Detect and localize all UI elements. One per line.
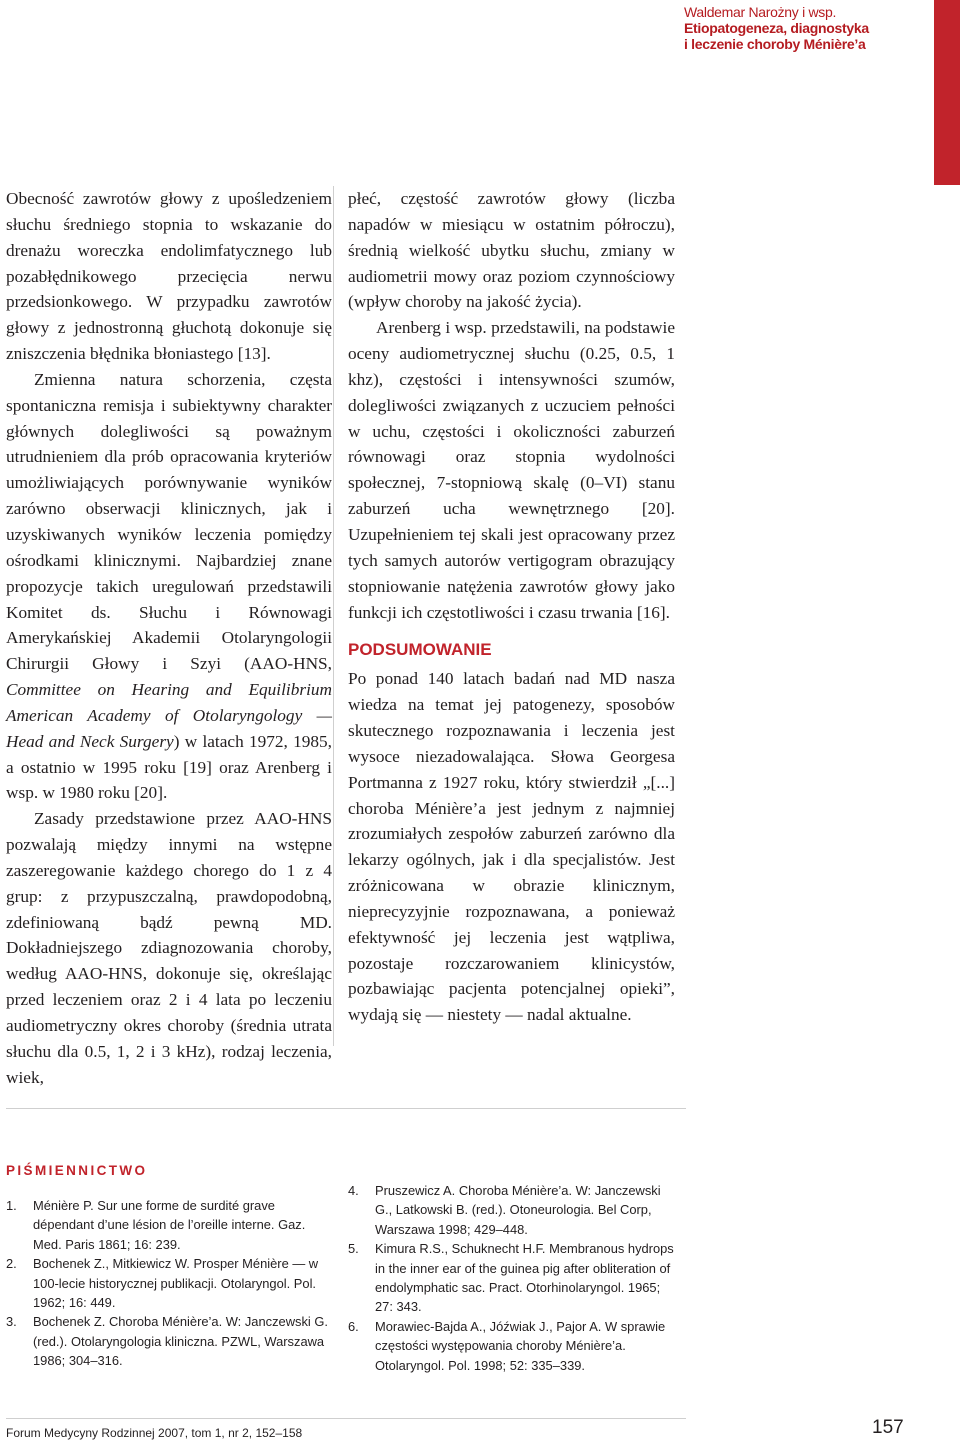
page-number: 157 — [872, 1417, 904, 1438]
reference-number: 6. — [348, 1318, 359, 1334]
section-divider — [6, 1108, 686, 1109]
running-header — [684, 4, 924, 52]
references-list-right — [348, 1181, 676, 1375]
paragraph: Po ponad 140 latach badań nad MD nasza wiedza na temat jej patogenezy, sposobów skutecznego rozpoznawania i leczenia jest wysoce niezadowalająca. Słowa Georgesa Portmanna z 1927 roku, który stwierdził „[...] choroba Ménière’a jest jednym z najmniej zrozumiałych zespołów zaburzeń zarówno dla lekarzy ogólnych, jak i dla specjalistów. Jest zróżnicowana w obrazie klinicznym, nieprecyzyjnie rozpoznawana, a ponieważ efektywność jej leczenia jest wątpliwa, pozostaje rozczarowaniem klinicystów, pozbawiając pacjenta potencjalnej opieki”, wydają się — niestety — nadal aktualne. — [348, 669, 675, 1025]
right-column — [348, 186, 675, 1028]
reference-item — [348, 1181, 676, 1239]
reference-text: Kimura R.S., Schuknecht H.F. Membranous hydrops in the inner ear of the guinea pig after obliteration of endolymphatic sac. Pract. Otorhinolaryngol. 1965; 27: 343. — [375, 1241, 674, 1315]
reference-item — [348, 1317, 676, 1375]
reference-number: 3. — [6, 1314, 17, 1330]
reference-text: Bochenek Z. Choroba Ménière’a. W: Janczewski G. (red.). Otolaryngologia kliniczna. PZWL, Warszawa 1986; 304–316. — [33, 1314, 328, 1369]
paragraph: Zasady przedstawione przez AAO-HNS pozwalają między innymi na wstępne zaszeregowanie każdego chorego do 1 z 4 grup: z przypuszczalną, prawdopodobną, zdefiniowaną bądź pewną MD. Dokładniejszego zdiagnozowania choroby, według AAO-HNS, dokonuje się, określając przed leczeniem oraz 2 i 4 lata po leczeniu audiometryczny okres choroby (średnia utrata słuchu dla 0.5, 1, 2 i 3 kHz), rodzaj leczenia, wiek, — [6, 809, 332, 1087]
section-heading: PODSUMOWANIE — [348, 640, 492, 660]
reference-number: 1. — [6, 1198, 17, 1213]
column-divider — [333, 186, 334, 1046]
reference-number: 5. — [348, 1241, 359, 1257]
references-list-left — [6, 1196, 331, 1371]
reference-number: 4. — [348, 1183, 359, 1198]
reference-item — [348, 1239, 676, 1317]
reference-item — [6, 1254, 331, 1312]
reference-text: Bochenek Z., Mitkiewicz W. Prosper Ménière — w 100-lecie historycznej publikacji. Otolaryngol. Pol. 1962; 16: 449. — [33, 1256, 319, 1311]
header-title-line1: Etiopatogeneza, diagnostyka — [684, 20, 869, 36]
paragraph: Arenberg i wsp. przedstawili, na podstawie oceny audiometrycznej słuchu (0.25, 0.5, 1 khz), częstości i intensywności szumów, dolegliwości związanych z uczuciem pełności w uchu, częstości i okoliczności zaburzeń równowagi oraz stopnia wydolności społecznej, 7-stopniową skalę (0–VI) stanu zaburzeń ucha wewnętrznego [20]. Uzupełnieniem tej skali jest opracowany przez tych samych autorów vertigogram obrazujący stopniowanie natężenia zawrotów głowy jako funkcji ich częstotliwości i czasu trwania [16]. — [348, 318, 675, 622]
references-title: PIŚMIENNICTWO — [6, 1163, 148, 1178]
header-authors: Waldemar Narożny i wsp. — [684, 4, 837, 20]
reference-text: Pruszewicz A. Choroba Ménière’a. W: Janczewski G., Latkowski B. (red.). Otoneurologia. Bel Corp, Warszawa 1998; 429–448. — [375, 1183, 661, 1237]
committee-name-italic: Committee on Hearing and Equilibrium American Academy of Otolaryngology — Head and Neck Surgery — [6, 680, 332, 751]
red-edge-tab — [934, 0, 960, 185]
reference-item — [6, 1312, 331, 1370]
reference-text: Morawiec-Bajda A., Jóźwiak J., Pajor A. W sprawie częstości występowania choroby Ménière’a. Otolaryngol. Pol. 1998; 52: 335–339. — [375, 1318, 666, 1373]
left-column — [6, 186, 332, 1091]
footer-divider — [6, 1418, 686, 1419]
paragraph: Obecność zawrotów głowy z upośledzeniem słuchu średniego stopnia to wskazanie do drenażu woreczka endolimfatycznego lub pozabłędnikowego przecięcia nerwu przedsionkowego. W przypadku zawrotów głowy z jednostronną głuchotą dokonuje się zniszczenia błędnika błoniastego [13]. — [6, 189, 332, 364]
reference-item — [6, 1196, 331, 1254]
reference-text: Ménière P. Sur une forme de surdité grave dépendant d’une lésion de l’oreille interne. Gaz. Med. Paris 1861; 16: 239. — [33, 1198, 306, 1252]
paragraph-text: ) w latach 1972, 1985, a ostatnio w 1995 roku [19] oraz Arenberg i wsp. w 1980 roku [20]. — [6, 731, 332, 803]
paragraph: płeć, częstość zawrotów głowy (liczba napadów w miesiącu w ostatnim półroczu), średnią wielkość ubytku słuchu, zmiany w audiometrii mowy oraz poziom czynnościowy (wpływ choroby na jakość życia). — [348, 189, 675, 312]
header-title-line2: i leczenie choroby Ménière’a — [684, 36, 866, 52]
paragraph — [6, 367, 332, 806]
paragraph-text: Zmienna natura schorzenia, częsta spontaniczna remisja i subiektywny charakter głównych dolegliwości są poważnym utrudnieniem dla prób opracowania kryteriów umożliwiających porównywanie wyników zarówno obserwacji klinicznych, jak i uzyskiwanych wyników leczenia pomiędzy ośrodkami klinicznymi. Najbardziej znane propozycje takich uregulowań przedstawili Komitet ds. Słuchu i Równowagi Amerykańskiej Akademii Otolaryngologii Chirurgii Głowy i Szyi (AAO-HNS, — [6, 369, 332, 674]
journal-citation: Forum Medycyny Rodzinnej 2007, tom 1, nr 2, 152–158 — [6, 1426, 303, 1440]
reference-number: 2. — [6, 1256, 17, 1272]
